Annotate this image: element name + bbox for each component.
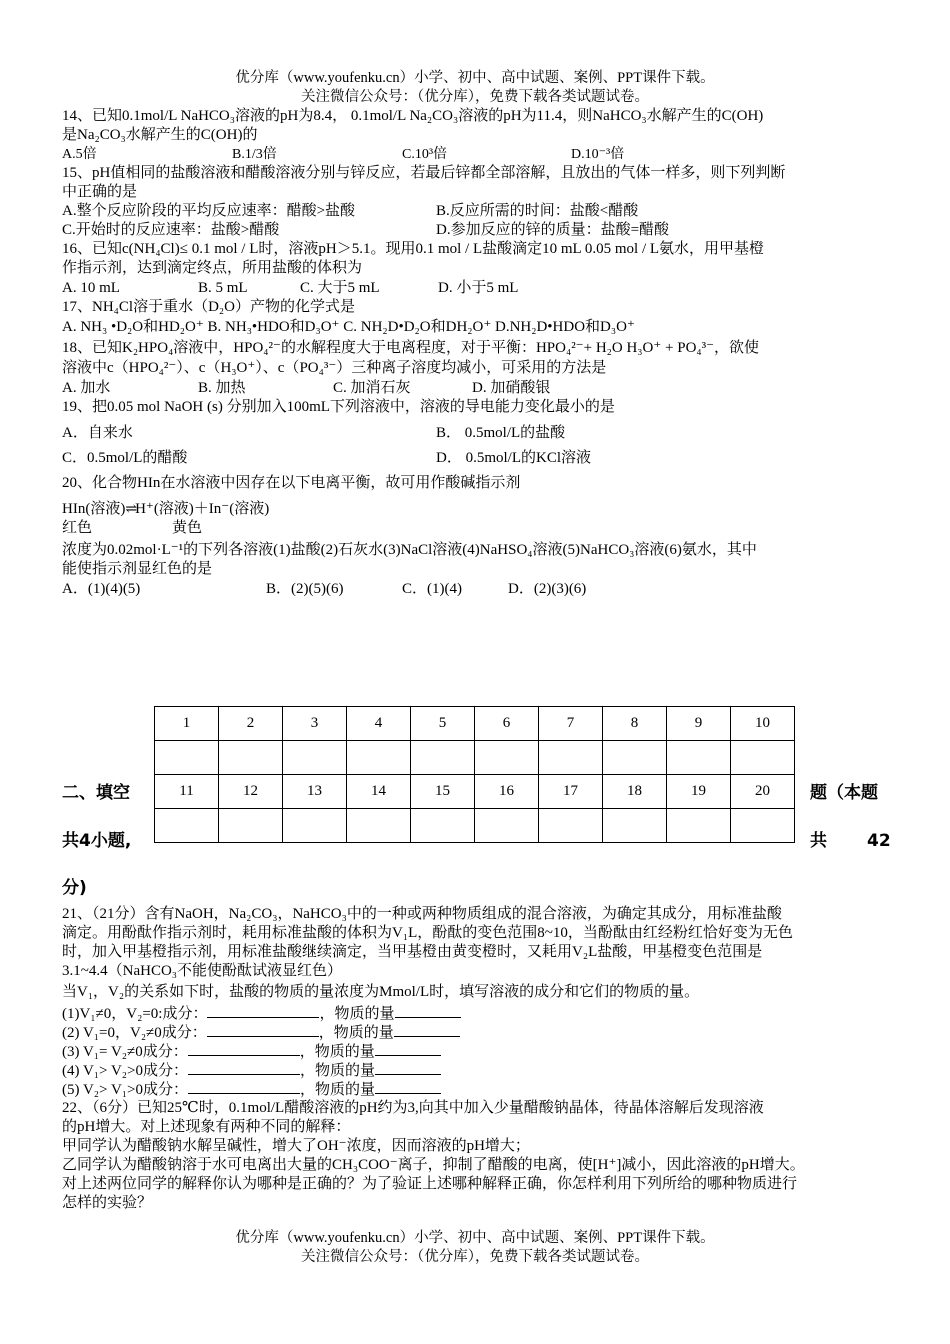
q15-option-b: B.反应所需的时间：盐酸<醋酸 bbox=[436, 203, 639, 219]
answer-header-row-2 bbox=[155, 775, 795, 809]
answer-number-cell: 6 bbox=[475, 707, 539, 741]
header-line-2: 关注微信公众号：（优分库），免费下载各类试题试卷。 bbox=[301, 89, 649, 105]
q16-line-2: 作指示剂，达到滴定终点，所用盐酸的体积为 bbox=[62, 260, 363, 276]
q19-option-c: C．0.5mol/L的醋酸 bbox=[62, 450, 188, 466]
q16-line-1: 16、已知c(NH₄Cl)≤ 0.1 mol / L时，溶液pH＞5.1。现用0.1 mol / L盐酸滴定10 mL 0.05 mol / L氨水，用甲基橙 bbox=[62, 241, 765, 257]
answer-blank-cell[interactable] bbox=[603, 741, 667, 775]
q22-line-3: 甲同学认为醋酸钠水解呈碱性，增大了OH⁻浓度，因而溶液的pH增大； bbox=[62, 1138, 530, 1154]
q22-line-1: 22、（6分）已知25℃时，0.1mol/L醋酸溶液的pH约为3,向其中加入少量醋酸钠晶体，待晶体溶解后发现溶液 bbox=[62, 1100, 764, 1116]
section2-heading-left-2: 共4小题, bbox=[62, 831, 132, 851]
answer-number-cell: 7 bbox=[539, 707, 603, 741]
answer-blank-cell[interactable] bbox=[219, 809, 283, 843]
q20-line-4: 能使指示剂显红色的是 bbox=[62, 561, 213, 577]
q21-case-2 bbox=[62, 1022, 460, 1043]
answer-number-cell: 18 bbox=[603, 775, 667, 809]
answer-number-cell: 14 bbox=[347, 775, 411, 809]
answer-blank-cell[interactable] bbox=[219, 741, 283, 775]
case-amount-label: ，物质的量 bbox=[300, 1063, 376, 1079]
q21-case-1 bbox=[62, 1003, 461, 1024]
q19-option-b: B． 0.5mol/L的盐酸 bbox=[436, 425, 566, 441]
q22-line-4: 乙同学认为醋酸钠溶于水可电离出大量的CH₃COO⁻离子，抑制了醋酸的电离，使[H⁺]减小，因此溶液的pH增大。 bbox=[62, 1157, 805, 1173]
answer-number-cell: 3 bbox=[283, 707, 347, 741]
q14-option-d: D.10⁻³倍 bbox=[571, 147, 625, 162]
q16-option-a: A. 10 mL bbox=[62, 280, 120, 296]
q21-line-4: 3.1~4.4（NaHCO₃不能使酚酞试液显红色） bbox=[62, 963, 343, 979]
answer-blank-row-1 bbox=[155, 741, 795, 775]
q14-option-a: A.5倍 bbox=[62, 147, 97, 162]
answer-blank-cell[interactable] bbox=[539, 809, 603, 843]
section2-heading-tail: 分) bbox=[62, 878, 87, 898]
answer-blank-cell[interactable] bbox=[667, 809, 731, 843]
composition-blank[interactable] bbox=[188, 1060, 300, 1075]
q21-line-1: 21、（21分）含有NaOH，Na₂CO₃，NaHCO₃中的一种或两种物质组成的混合溶液，为确定其成分，用标准盐酸 bbox=[62, 906, 782, 922]
footer-line-1: 优分库（www.youfenku.cn）小学、初中、高中试题、案例、PPT课件下载。 bbox=[235, 1230, 715, 1246]
q18-line-1: 18、已知K₂HPO₄溶液中，HPO₄²⁻的水解程度大于电离程度，对于平衡：HPO₄²⁻+ H₂O H₃O⁺ + PO₄³⁻，欲使 bbox=[62, 340, 760, 356]
case-amount-label: ，物质的量 bbox=[300, 1082, 376, 1098]
amount-blank[interactable] bbox=[375, 1060, 441, 1075]
answer-blank-cell[interactable] bbox=[731, 809, 795, 843]
q20-option-a: A．(1)(4)(5) bbox=[62, 581, 141, 597]
q18-line-2: 溶液中c（HPO₄²⁻）、c（H₃O⁺）、c（PO₄³⁻）三种离子溶度均减小，可采用的方法是 bbox=[62, 360, 607, 376]
case-label: (1)V₁≠0，V₂=0:成分： bbox=[62, 1006, 208, 1022]
answer-blank-cell[interactable] bbox=[283, 809, 347, 843]
case-amount-label: ，物质的量 bbox=[319, 1006, 395, 1022]
answer-number-cell: 2 bbox=[219, 707, 283, 741]
answer-blank-cell[interactable] bbox=[347, 809, 411, 843]
q20-eq-right: H⁺(溶液)＋In⁻(溶液) bbox=[135, 501, 270, 517]
answer-blank-cell[interactable] bbox=[603, 809, 667, 843]
answer-header-row-1 bbox=[155, 707, 795, 741]
q20-eq-left: HIn(溶液) bbox=[62, 501, 126, 517]
q19-option-d: D． 0.5mol/L的KCl溶液 bbox=[436, 450, 592, 466]
q18-option-b: B. 加热 bbox=[198, 380, 246, 396]
case-label: (2) V₁=0，V₂≠0成分： bbox=[62, 1025, 207, 1041]
q22-line-6: 怎样的实验？ bbox=[62, 1195, 153, 1211]
composition-blank[interactable] bbox=[207, 1022, 319, 1037]
q15-option-c: C.开始时的反应速率：盐酸>醋酸 bbox=[62, 222, 280, 238]
answer-number-cell: 1 bbox=[155, 707, 219, 741]
q17-options: A. NH₃ •D₂O和HD₂O⁺ B. NH₃•HDO和D₃O⁺ C. NH₂D•D₂O和DH₂O⁺ D.NH₂D•HDO和D₃O⁺ bbox=[62, 319, 635, 335]
q21-case-3 bbox=[62, 1041, 441, 1062]
q14-option-b: B.1/3倍 bbox=[232, 147, 277, 162]
section2-heading-right-2b: 42 bbox=[867, 831, 891, 851]
answer-number-cell: 12 bbox=[219, 775, 283, 809]
composition-blank[interactable] bbox=[207, 1003, 319, 1018]
answer-number-cell: 17 bbox=[539, 775, 603, 809]
case-label: (3) V₁= V₂≠0成分： bbox=[62, 1044, 188, 1060]
q22-line-5: 对上述两位同学的解释你认为哪种是正确的？为了验证上述哪种解释正确，你怎样利用下列所给的哪种物质进行 bbox=[62, 1176, 798, 1192]
q19-option-a: A．自来水 bbox=[62, 425, 133, 441]
answer-number-cell: 9 bbox=[667, 707, 731, 741]
section2-heading-right-1: 题（本题 bbox=[810, 783, 878, 803]
answer-number-cell: 4 bbox=[347, 707, 411, 741]
amount-blank[interactable] bbox=[375, 1079, 441, 1094]
q21-case-4 bbox=[62, 1060, 441, 1081]
answer-blank-cell[interactable] bbox=[411, 809, 475, 843]
q14-line-1: 14、已知0.1mol/L NaHCO₃溶液的pH为8.4， 0.1mol/L Na₂CO₃溶液的pH为11.4，则NaHCO₃水解产生的C(OH) bbox=[62, 108, 764, 124]
equilibrium-arrow-icon: ⇌ bbox=[125, 502, 136, 517]
composition-blank[interactable] bbox=[188, 1041, 300, 1056]
answer-blank-cell[interactable] bbox=[667, 741, 731, 775]
case-label: (5) V₂> V₁>0成分： bbox=[62, 1082, 188, 1098]
q20-equation bbox=[62, 500, 269, 519]
answer-number-cell: 15 bbox=[411, 775, 475, 809]
q18-option-a: A. 加水 bbox=[62, 380, 111, 396]
q18-option-d: D. 加硝酸银 bbox=[472, 380, 551, 396]
q18-option-c: C. 加消石灰 bbox=[333, 380, 411, 396]
q15-line-1: 15、pH值相同的盐酸溶液和醋酸溶液分别与锌反应，若最后锌都全部溶解，且放出的气体一样多，则下列判断 bbox=[62, 165, 786, 181]
answer-blank-cell[interactable] bbox=[475, 809, 539, 843]
answer-number-cell: 13 bbox=[283, 775, 347, 809]
q21-line-3: 时，加入甲基橙指示剂，用标准盐酸继续滴定，当甲基橙由黄变橙时，又耗用V₂L盐酸，甲基橙变色范围是 bbox=[62, 944, 763, 960]
answer-number-cell: 16 bbox=[475, 775, 539, 809]
answer-blank-cell[interactable] bbox=[475, 741, 539, 775]
q15-line-2: 中正确的是 bbox=[62, 184, 138, 200]
answer-blank-cell[interactable] bbox=[155, 741, 219, 775]
answer-blank-cell[interactable] bbox=[411, 741, 475, 775]
q21-line-2: 滴定。用酚酞作指示剂时，耗用标准盐酸的体积为V₁L，酚酞的变色范围8~10，当酚酞由红经粉红恰好变为无色 bbox=[62, 925, 793, 941]
q14-option-c: C.10³倍 bbox=[402, 147, 448, 162]
q16-option-d: D. 小于5 mL bbox=[438, 280, 519, 296]
q20-option-d: D．(2)(3)(6) bbox=[508, 581, 587, 597]
answer-blank-row-2 bbox=[155, 809, 795, 843]
answer-table bbox=[154, 706, 795, 843]
footer-line-2: 关注微信公众号：（优分库），免费下载各类试题试卷。 bbox=[301, 1249, 649, 1265]
q20-color-yellow: 黄色 bbox=[172, 520, 203, 536]
q16-option-b: B. 5 mL bbox=[198, 280, 248, 296]
q15-option-a: A.整个反应阶段的平均反应速率：醋酸>盐酸 bbox=[62, 203, 356, 219]
answer-blank-cell[interactable] bbox=[155, 809, 219, 843]
answer-blank-cell[interactable] bbox=[283, 741, 347, 775]
answer-number-cell: 5 bbox=[411, 707, 475, 741]
answer-blank-cell[interactable] bbox=[347, 741, 411, 775]
section2-heading-right-2a: 共 bbox=[810, 831, 827, 851]
answer-number-cell: 10 bbox=[731, 707, 795, 741]
amount-blank[interactable] bbox=[375, 1041, 441, 1056]
q21-case-5 bbox=[62, 1079, 441, 1100]
q20-line-3: 浓度为0.02mol·L⁻¹的下列各溶液(1)盐酸(2)石灰水(3)NaCl溶液(4)NaHSO₄溶液(5)NaHCO₃溶液(6)氨水，其中 bbox=[62, 542, 757, 558]
answer-number-cell: 19 bbox=[667, 775, 731, 809]
amount-blank[interactable] bbox=[394, 1022, 460, 1037]
q20-line-1: 20、化合物HIn在水溶液中因存在以下电离平衡，故可用作酸碱指示剂 bbox=[62, 475, 521, 491]
q20-option-c: C．(1)(4) bbox=[402, 581, 462, 597]
q19-line-1: 19、把0.05 mol NaOH (s) 分别加入100mL下列溶液中，溶液的导电能力变化最小的是 bbox=[62, 399, 615, 415]
q15-option-d: D.参加反应的锌的质量：盐酸=醋酸 bbox=[436, 222, 670, 238]
case-amount-label: ，物质的量 bbox=[299, 1044, 375, 1060]
answer-number-cell: 20 bbox=[731, 775, 795, 809]
composition-blank[interactable] bbox=[188, 1079, 300, 1094]
q20-option-b: B．(2)(5)(6) bbox=[266, 581, 344, 597]
answer-number-cell: 11 bbox=[155, 775, 219, 809]
q17-line-1: 17、NH₄Cl溶于重水（D₂O）产物的化学式是 bbox=[62, 299, 355, 315]
answer-blank-cell[interactable] bbox=[731, 741, 795, 775]
answer-number-cell: 8 bbox=[603, 707, 667, 741]
q20-color-red: 红色 bbox=[62, 520, 93, 536]
q21-line-5: 当V₁，V₂的关系如下时，盐酸的物质的量浓度为Mmol/L时，填写溶液的成分和它们的物质的量。 bbox=[62, 984, 700, 1000]
amount-blank[interactable] bbox=[395, 1003, 461, 1018]
case-label: (4) V₁> V₂>0成分： bbox=[62, 1063, 188, 1079]
q22-line-2: 的pH增大。对上述现象有两种不同的解释： bbox=[62, 1119, 351, 1135]
case-amount-label: ，物质的量 bbox=[318, 1025, 394, 1041]
section2-heading-left-1: 二、填空 bbox=[62, 783, 130, 803]
answer-blank-cell[interactable] bbox=[539, 741, 603, 775]
header-line-1: 优分库（www.youfenku.cn）小学、初中、高中试题、案例、PPT课件下载。 bbox=[235, 70, 715, 86]
q16-option-c: C. 大于5 mL bbox=[300, 280, 380, 296]
q14-line-2: 是Na₂CO₃水解产生的C(OH)的 bbox=[62, 127, 258, 143]
